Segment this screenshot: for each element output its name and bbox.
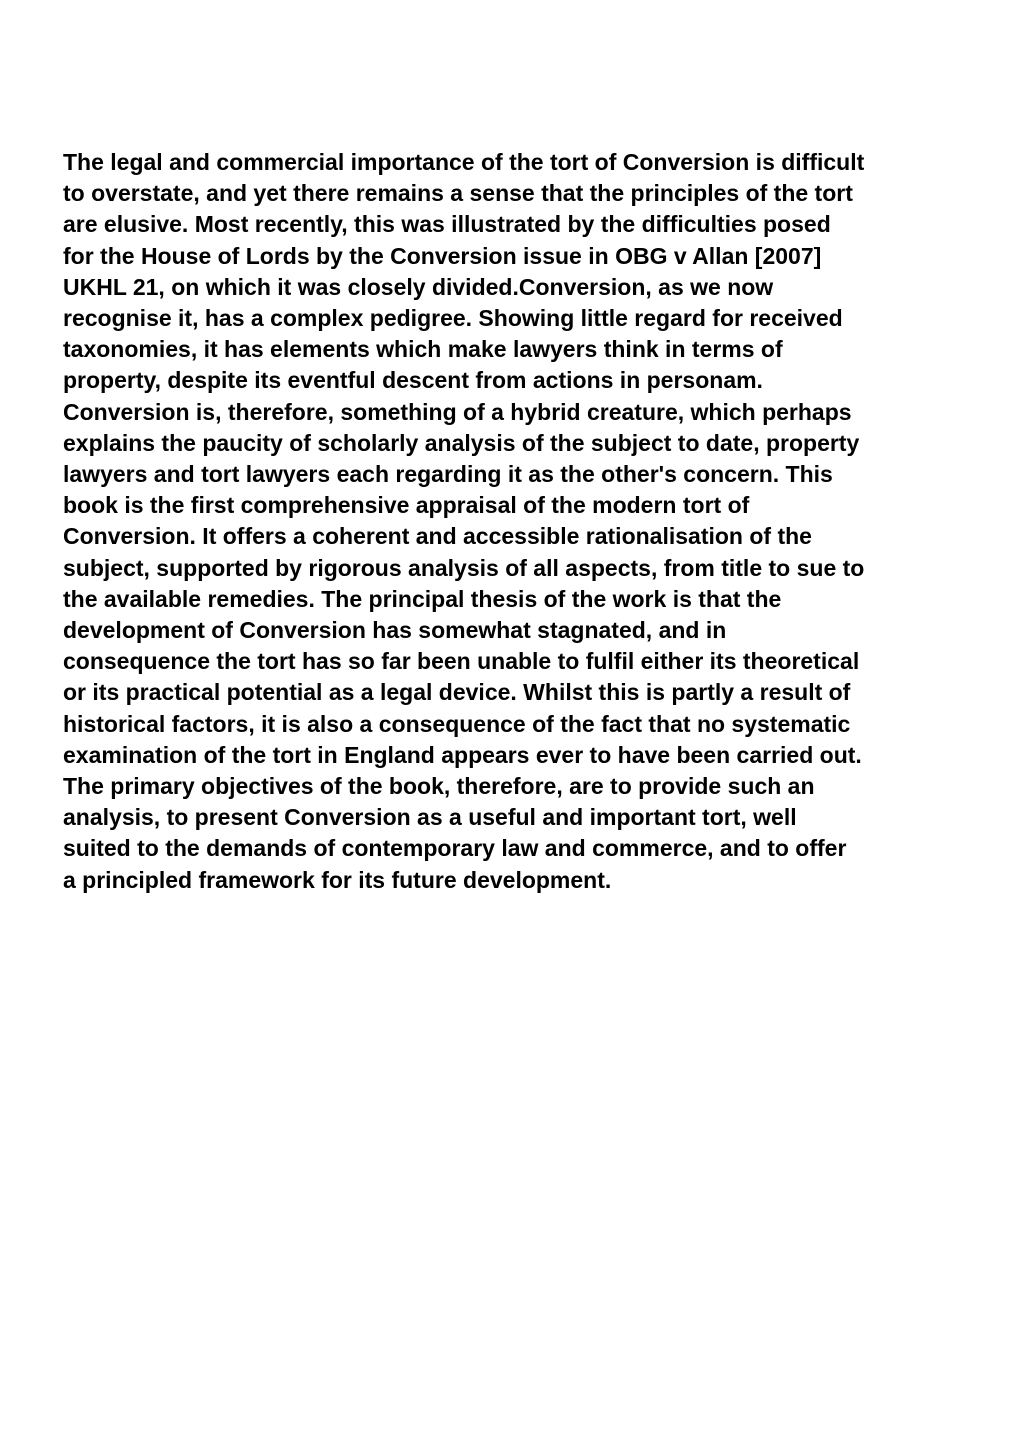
paragraph-line: suited to the demands of contemporary law and commerce, and to offer [63,835,847,862]
body-paragraph [63,147,983,896]
paragraph-line: taxonomies, it has elements which make lawyers think in terms of [63,336,783,363]
paragraph-line: The legal and commercial importance of the tort of Conversion is difficult [63,149,865,175]
paragraph-line: book is the first comprehensive appraisal of the modern tort of [63,492,750,519]
paragraph-line: examination of the tort in England appears ever to have been carried out. [63,741,862,768]
paragraph-line: subject, supported by rigorous analysis of all aspects, from title to sue to [63,554,865,581]
paragraph-line: Conversion. It offers a coherent and accessible rationalisation of the [63,523,812,550]
paragraph-line: historical factors, it is also a consequence of the fact that no systematic [63,710,851,737]
paragraph-line: the available remedies. The principal thesis of the work is that the [63,585,782,612]
paragraph-line: recognise it, has a complex pedigree. Showing little regard for received [63,305,843,332]
paragraph-line: development of Conversion has somewhat stagnated, and in [63,617,727,644]
paragraph-line: or its practical potential as a legal device. Whilst this is partly a result of [63,679,851,706]
paragraph-line: analysis, to present Conversion as a useful and important tort, well [63,804,797,831]
paragraph-line: a principled framework for its future development. [63,866,612,893]
paragraph-line: are elusive. Most recently, this was illustrated by the difficulties posed [63,211,831,238]
paragraph-line: Conversion is, therefore, something of a hybrid creature, which perhaps [63,398,852,425]
paragraph-line: lawyers and tort lawyers each regarding it as the other's concern. This [63,461,833,488]
paragraph-line: The primary objectives of the book, therefore, are to provide such an [63,773,815,800]
paragraph-line: for the House of Lords by the Conversion issue in OBG v Allan [2007] [63,242,822,269]
paragraph-line: consequence the tort has so far been unable to fulfil either its theoretical [63,648,860,675]
paragraph-line: to overstate, and yet there remains a sense that the principles of the tort [63,180,853,207]
paragraph-line: property, despite its eventful descent from actions in personam. [63,367,763,394]
paragraph-line: explains the paucity of scholarly analysis of the subject to date, property [63,429,860,456]
paragraph-line: UKHL 21, on which it was closely divided.Conversion, as we now [63,273,774,300]
